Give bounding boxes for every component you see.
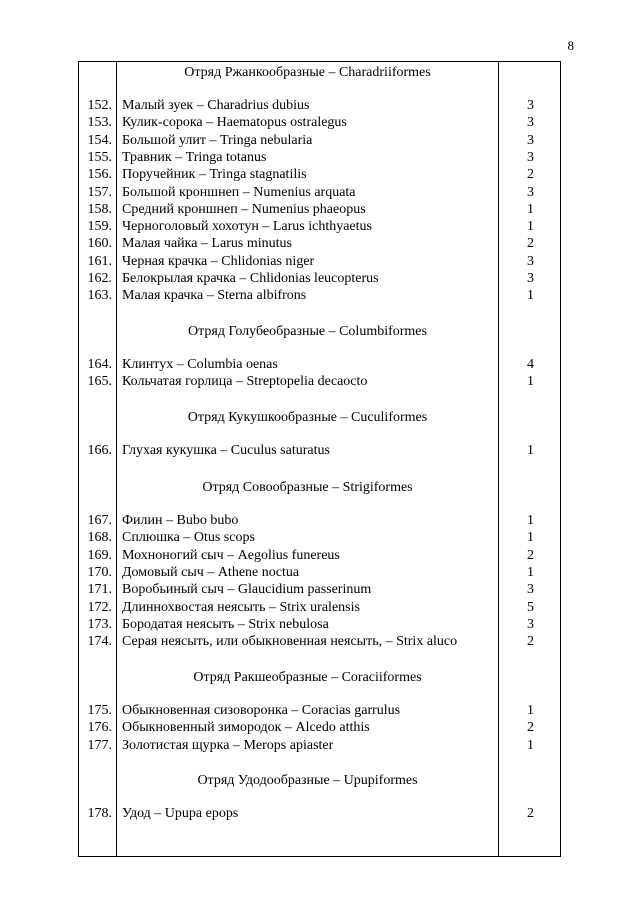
table-row xyxy=(79,719,560,736)
species-number: 166. xyxy=(87,443,112,458)
species-name: Клинтух – Columbia oenas xyxy=(122,357,278,372)
species-name: Черноголовый хохотун – Larus ichthyaetus xyxy=(122,219,372,235)
status-value: 1 xyxy=(527,219,534,235)
status-value: 5 xyxy=(527,599,534,615)
species-name: Глухая кукушка – Cuculus saturatus xyxy=(122,443,330,458)
species-number: 153. xyxy=(87,115,112,131)
status-value: 1 xyxy=(527,703,534,718)
status-value: 1 xyxy=(527,737,534,753)
status-value: 2 xyxy=(527,167,534,183)
species-number: 160. xyxy=(87,236,112,252)
table-row xyxy=(79,702,560,719)
table-row xyxy=(79,805,560,822)
order-heading: Отряд Ржанкообразные – Charadriiformes xyxy=(184,65,431,80)
table-row xyxy=(79,235,560,252)
species-name: Мохноногий сыч – Aegolius funereus xyxy=(122,547,340,563)
species-number: 171. xyxy=(87,582,112,598)
species-number: 154. xyxy=(87,132,112,148)
status-value: 3 xyxy=(527,149,534,165)
species-name: Бородатая неясыть – Strix nebulosa xyxy=(122,616,329,632)
status-value: 1 xyxy=(527,513,534,528)
species-number: 163. xyxy=(87,288,112,304)
status-value: 2 xyxy=(527,547,534,563)
status-value: 1 xyxy=(527,564,534,580)
order-heading: Отряд Ракшеобразные – Coraciiformes xyxy=(193,670,422,685)
species-name: Сплюшка – Otus scops xyxy=(122,530,255,546)
table-row xyxy=(79,132,560,149)
table-row xyxy=(79,512,560,529)
table-row xyxy=(79,253,560,270)
table-row xyxy=(79,616,560,633)
table-row xyxy=(79,356,560,373)
status-value: 2 xyxy=(527,806,534,821)
species-name: Удод – Upupa epops xyxy=(122,806,239,821)
status-value: 3 xyxy=(527,132,534,148)
species-name: Белокрылая крачка – Chlidonias leucopterus xyxy=(122,271,379,286)
status-value: 1 xyxy=(527,288,534,304)
species-name: Филин – Bubo bubo xyxy=(122,513,239,528)
table-row xyxy=(79,149,560,166)
species-number: 177. xyxy=(87,737,112,753)
species-number: 172. xyxy=(87,599,112,615)
species-number: 175. xyxy=(87,703,112,718)
species-name: Обыкновенная сизоворонка – Coracias garrulus xyxy=(122,703,401,718)
status-value: 2 xyxy=(527,634,534,650)
order-heading: Отряд Совообразные – Strigiformes xyxy=(202,480,413,495)
status-value: 3 xyxy=(527,271,534,286)
status-value: 1 xyxy=(527,443,534,458)
table-row xyxy=(79,201,560,218)
status-value: 1 xyxy=(527,374,534,390)
species-number: 156. xyxy=(87,167,112,183)
status-value: 1 xyxy=(527,530,534,546)
species-name: Поручейник – Tringa stagnatilis xyxy=(122,167,307,183)
status-value: 3 xyxy=(527,253,534,269)
order-heading: Отряд Удодообразные – Upupiformes xyxy=(197,773,418,788)
table-row xyxy=(79,373,560,390)
species-number: 178. xyxy=(87,806,112,821)
species-number: 167. xyxy=(87,513,112,528)
status-value: 3 xyxy=(527,582,534,598)
status-value: 2 xyxy=(527,236,534,252)
species-number: 165. xyxy=(87,374,112,390)
species-name: Серая неясыть, или обыкновенная неясыть, – Strix aluco xyxy=(122,634,458,650)
table-row xyxy=(79,97,560,114)
species-number: 174. xyxy=(87,634,112,650)
species-name: Воробьиный сыч – Glaucidium passerinum xyxy=(122,582,372,598)
species-name: Большой улит – Tringa nebularia xyxy=(122,132,313,148)
status-value: 3 xyxy=(527,616,534,632)
species-name: Средний кроншнеп – Numenius phaeopus xyxy=(122,201,366,217)
table-row xyxy=(79,218,560,235)
species-number: 176. xyxy=(87,720,112,736)
species-name: Кольчатая горлица – Streptopelia decaocto xyxy=(122,374,368,390)
species-number: 155. xyxy=(87,149,112,165)
page-number: 8 xyxy=(567,38,574,53)
species-number: 159. xyxy=(87,219,112,235)
table-row xyxy=(79,564,560,581)
species-number: 164. xyxy=(87,357,112,372)
species-name: Длиннохвостая неясыть – Strix uralensis xyxy=(122,599,360,615)
table-row xyxy=(79,529,560,546)
order-heading: Отряд Голубеобразные – Columbiformes xyxy=(188,324,427,339)
species-table xyxy=(78,61,561,857)
status-value: 3 xyxy=(527,115,534,131)
table-row xyxy=(79,737,560,754)
status-value: 1 xyxy=(527,201,534,217)
species-number: 168. xyxy=(87,530,112,546)
status-value: 3 xyxy=(527,98,534,113)
species-number: 162. xyxy=(87,271,112,286)
table-row xyxy=(79,114,560,131)
status-value: 4 xyxy=(527,357,534,372)
table-row xyxy=(79,547,560,564)
species-name: Большой кроншнеп – Numenius arquata xyxy=(122,184,356,200)
status-value: 2 xyxy=(527,720,534,736)
species-number: 173. xyxy=(87,616,112,632)
status-value: 3 xyxy=(527,184,534,200)
species-name: Золотистая щурка – Merops apiaster xyxy=(122,737,334,753)
species-number: 157. xyxy=(87,184,112,200)
table-row xyxy=(79,166,560,183)
species-name: Обыкновенный зимородок – Alcedo atthis xyxy=(122,720,370,736)
order-heading: Отряд Кукушкообразные – Cuculiformes xyxy=(187,410,428,425)
species-name: Домовый сыч – Athene noctua xyxy=(122,564,300,580)
species-name: Малый зуек – Charadrius dubius xyxy=(122,98,310,113)
species-name: Малая крачка – Sterna albifrons xyxy=(122,288,307,304)
table-row xyxy=(79,633,560,650)
species-number: 161. xyxy=(87,253,112,269)
species-name: Кулик-сорока – Haematopus ostralegus xyxy=(122,115,347,131)
table-row xyxy=(79,599,560,616)
table-row xyxy=(79,442,560,459)
species-number: 170. xyxy=(87,564,112,580)
species-number: 158. xyxy=(87,201,112,217)
table-row xyxy=(79,287,560,304)
table-row xyxy=(79,270,560,287)
species-name: Малая чайка – Larus minutus xyxy=(122,236,292,252)
species-name: Черная крачка – Chlidonias niger xyxy=(122,253,315,269)
species-number: 169. xyxy=(87,547,112,563)
table-row xyxy=(79,184,560,201)
species-number: 152. xyxy=(87,98,112,113)
table-row xyxy=(79,581,560,598)
species-name: Травник – Tringa totanus xyxy=(122,149,267,165)
